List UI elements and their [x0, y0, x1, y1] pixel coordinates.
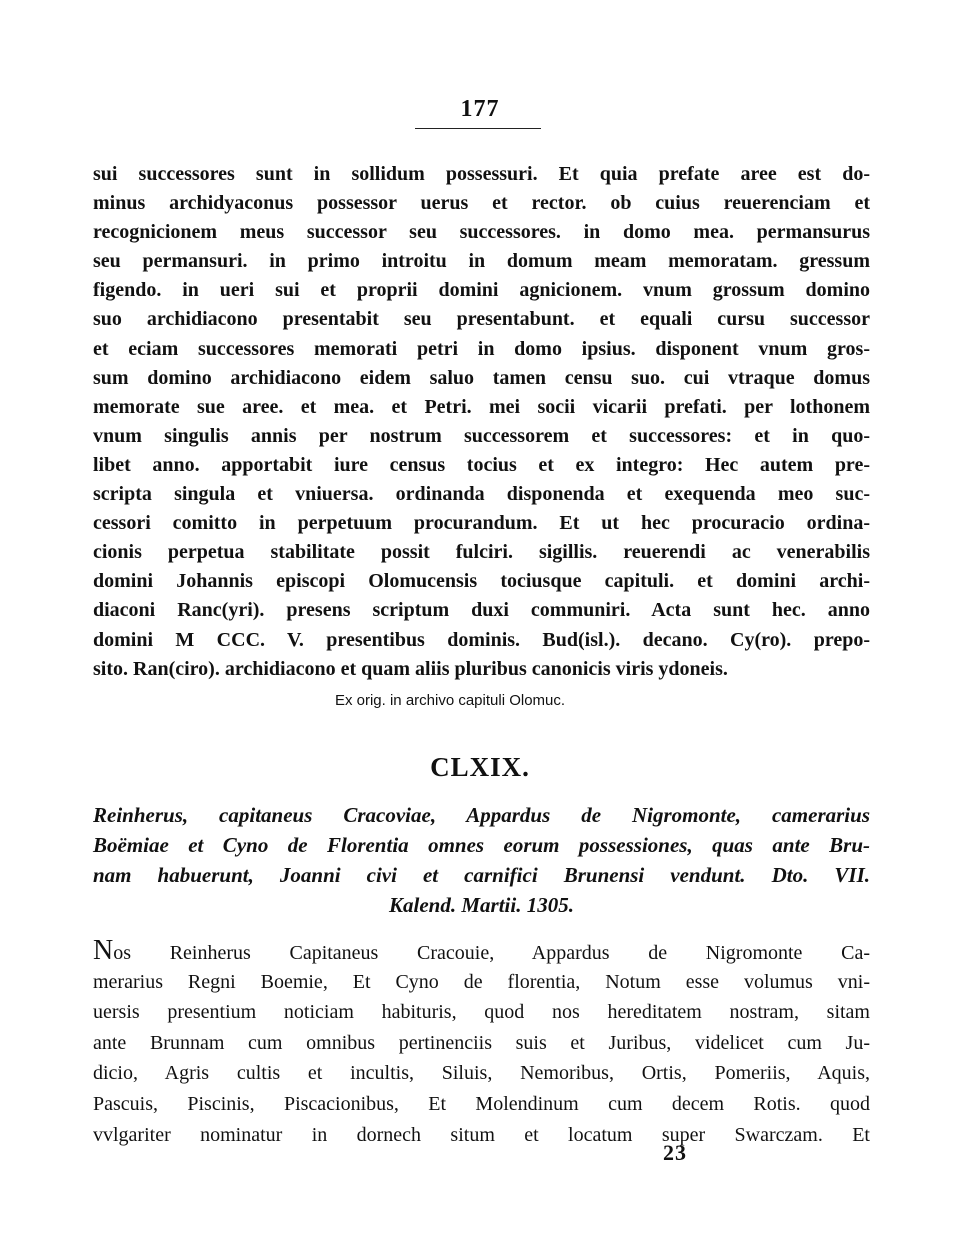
- text-line: libet anno. apportabit iure census tocius et ex integro: Hec autem pre-: [93, 453, 870, 476]
- text-line: Pascuis, Piscinis, Piscacionibus, Et Molendinum cum decem Rotis. quod: [93, 1092, 870, 1115]
- text-line: dicio, Agris cultis et incultis, Siluis, Nemoribus, Ortis, Pomeriis, Aquis,: [93, 1062, 870, 1085]
- text-line: domini M CCC. V. presentibus dominis. Bud(isl.). decano. Cy(ro). prepo-: [93, 628, 870, 651]
- page-number-rule: [415, 128, 541, 129]
- continuation-text: [93, 160, 870, 684]
- text-line: seu permansuri. in primo introitu in domum meam memoratam. gressum: [93, 250, 870, 273]
- text-line: cessori comitto in perpetuum procurandum. Et ut hec procuracio ordina-: [93, 512, 870, 535]
- charter-number: CLXIX.: [430, 752, 530, 782]
- text-line: diaconi Ranc(yri). presens scriptum duxi communiri. Acta sunt hec. anno: [93, 599, 870, 622]
- text-line: minus archidyaconus possessor uerus et rector. ob cuius reuerenciam et: [93, 192, 870, 215]
- text-line: [93, 936, 870, 967]
- text-line: cionis perpetua stabilitate possit fulciri. sigillis. reuerendi ac venerabilis: [93, 541, 870, 564]
- initial-letter: N: [93, 935, 114, 966]
- text-line: merarius Regni Boemie, Et Cyno de florentia, Notum esse volumus vni-: [93, 970, 870, 993]
- source-note: [0, 692, 960, 709]
- page-number: 177: [460, 96, 500, 122]
- charter-regest: [93, 800, 870, 920]
- sheet-signature: 23: [663, 1140, 687, 1165]
- text-line: vnum singulis annis per nostrum successorem et successores: et in quo-: [93, 424, 870, 447]
- charter-text: [93, 936, 870, 1150]
- text-line: memorate sue aree. et mea. et Petri. mei socii vicarii prefati. per lothonem: [93, 395, 870, 418]
- text-line: ante Brunnam cum omnibus pertinenciis suis et Juribus, videlicet cum Ju-: [93, 1031, 870, 1054]
- text-line: sito. Ran(ciro). archidiacono et quam aliis pluribus canonicis viris ydoneis.: [93, 657, 728, 680]
- text-line: Reinherus, capitaneus Cracoviae, Appardus de Nigromonte, camerarius: [93, 803, 870, 827]
- text-line: sui successores sunt in sollidum possessuri. Et quia prefate aree est do-: [93, 163, 870, 185]
- text-line: uersis presentium noticiam habituris, quod nos hereditatem nostram, sitam: [93, 1001, 870, 1024]
- text-line: sum domino archidiacono eidem saluo tamen censu suo. cui vtraque domus: [93, 366, 870, 389]
- text-line: Boëmiae et Cyno de Florentia omnes eorum possessiones, quas ante Bru-: [93, 833, 870, 857]
- source-note-text: Ex orig. in archivo capituli Olomuc.: [334, 692, 566, 709]
- text-line: nam habuerunt, Joanni civi et carnifici Brunensi vendunt. Dto. VII.: [93, 863, 870, 887]
- text-line: recognicionem meus successor seu successores. in domo mea. permansurus: [93, 221, 870, 244]
- text-line: scripta singula et vniuersa. ordinanda disponenda et exequenda meo suc-: [93, 483, 870, 506]
- text-line: suo archidiacono presentabit seu presentabunt. et equali cursu successor: [93, 308, 870, 331]
- text-line: vvlgariter nominatur in dornech situm et locatum super Swarczam. Et: [93, 1123, 870, 1146]
- text-line: figendo. in ueri sui et proprii domini agnicionem. vnum grossum domino: [93, 279, 870, 302]
- text-line-rest: os Reinherus Capitaneus Cracouie, Appardus de Nigromonte Ca-: [113, 942, 870, 964]
- text-line: et eciam successores memorati petri in domo ipsius. disponent vnum gros-: [93, 337, 870, 360]
- text-line: domini Johannis episcopi Olomucensis tociusque capituli. et domini archi-: [93, 570, 870, 593]
- regest-date-line: Kalend. Martii. 1305.: [389, 893, 574, 917]
